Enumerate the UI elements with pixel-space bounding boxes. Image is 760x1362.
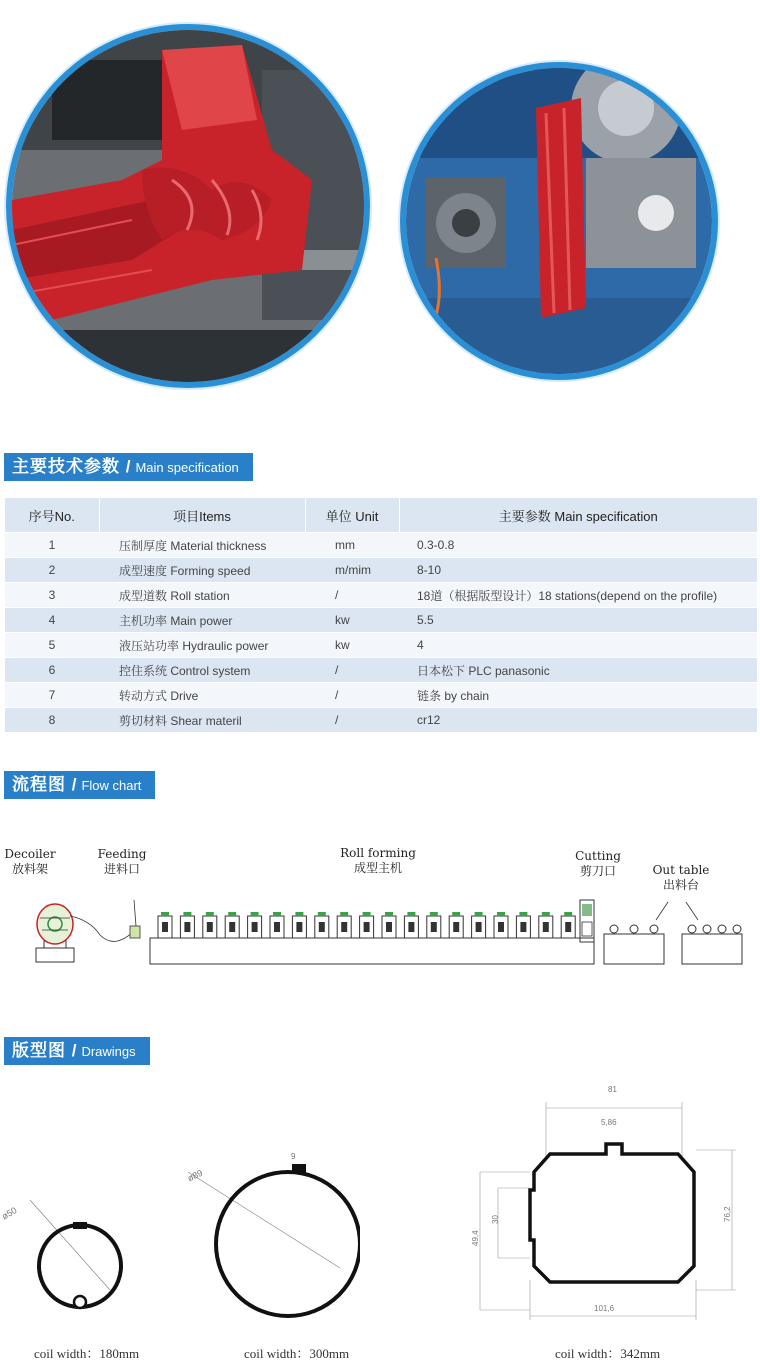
roll-station-roller <box>453 922 459 932</box>
coil-width-300: coil width：300mm <box>244 1346 350 1361</box>
roll-station-cap <box>318 912 326 916</box>
row-item: 转动方式 Drive <box>99 683 305 708</box>
cutting-device <box>580 900 594 942</box>
roll-forming-label-en: Roll forming <box>340 846 416 860</box>
row-no: 5 <box>5 633 99 658</box>
roll-station-roller <box>431 922 437 932</box>
roll-station-cap <box>273 912 281 916</box>
roll-station-cap <box>206 912 214 916</box>
flow-chart-header <box>4 771 155 799</box>
row-no: 3 <box>5 583 99 608</box>
roll-station-roller <box>296 922 302 932</box>
drawings-header <box>4 1037 150 1065</box>
row-unit: / <box>305 683 399 708</box>
roll-station-roller <box>408 922 414 932</box>
section-title-en: Flow chart <box>81 778 142 793</box>
decoiler-label <box>2 847 58 877</box>
roll-station-roller <box>341 922 347 932</box>
dim-d1: ø50 <box>0 1205 19 1222</box>
row-item: 液压站功率 Hydraulic power <box>99 633 305 658</box>
cutting-label-zh: 剪刀口 <box>579 864 616 878</box>
col-header-items: 项目Items <box>99 498 305 533</box>
section-title-en: Drawings <box>81 1044 136 1059</box>
roll-forming-machine <box>150 912 594 964</box>
roll-forming-label-zh: 成型主机 <box>353 861 402 875</box>
row-unit: kw <box>305 633 399 658</box>
dim-right: 76,2 <box>723 1206 732 1222</box>
table-row <box>5 683 757 708</box>
col-header-unit: 单位 Unit <box>305 498 399 533</box>
feeding-label-zh: 进料口 <box>103 862 140 876</box>
row-unit: / <box>305 708 399 733</box>
cutting-label <box>570 849 626 879</box>
out-table-1 <box>604 925 664 964</box>
cutting-label-en: Cutting <box>575 849 621 863</box>
row-no: 6 <box>5 658 99 683</box>
decoiler-label-zh: 放料架 <box>11 862 48 876</box>
roll-station-cap <box>340 912 348 916</box>
row-value: 8-10 <box>399 558 757 583</box>
roll-station-cap <box>228 912 236 916</box>
roll-station-roller <box>386 922 392 932</box>
roll-station-roller <box>476 922 482 932</box>
row-no: 7 <box>5 683 99 708</box>
decoiler-machine <box>36 904 74 962</box>
dim-bottom: 101,6 <box>594 1304 615 1313</box>
roll-station-cap <box>161 912 169 916</box>
row-unit: / <box>305 658 399 683</box>
roll-station-roller <box>252 922 258 932</box>
feeding-device <box>130 900 140 938</box>
roll-station-cap <box>430 912 438 916</box>
roll-station-roller <box>207 922 213 932</box>
table-row <box>5 608 757 633</box>
roll-forming-label <box>330 846 426 876</box>
roll-station-cap <box>183 912 191 916</box>
row-unit: / <box>305 583 399 608</box>
decoiler-label-en: Decoiler <box>4 847 56 861</box>
row-unit: kw <box>305 608 399 633</box>
row-value: 0.3-0.8 <box>399 533 757 558</box>
roll-station-cap <box>251 912 259 916</box>
drawing-small-round <box>0 1190 140 1320</box>
row-value: 链条 by chain <box>399 683 757 708</box>
row-no: 2 <box>5 558 99 583</box>
col-header-spec: 主要参数 Main specification <box>399 498 757 533</box>
drawing-rectangular <box>460 1080 750 1330</box>
row-no: 4 <box>5 608 99 633</box>
coil-width-342: coil width：342mm <box>555 1346 661 1361</box>
roll-forming-base <box>150 938 594 964</box>
row-item: 控住系统 Control system <box>99 658 305 683</box>
row-item: 压制厚度 Material thickness <box>99 533 305 558</box>
out-table-label-zh: 出料台 <box>662 878 699 892</box>
row-value: cr12 <box>399 708 757 733</box>
table-row <box>5 633 757 658</box>
section-title-en: Main specification <box>135 460 239 475</box>
drawing-large-round <box>180 1150 360 1330</box>
table-row <box>5 658 757 683</box>
roll-station-roller <box>274 922 280 932</box>
roll-station-cap <box>519 912 527 916</box>
feeding-label <box>94 847 150 877</box>
bent-downspout-photo <box>6 24 370 388</box>
roll-station-cap <box>452 912 460 916</box>
spec-table <box>5 498 757 732</box>
dim-d2: ø89 <box>185 1167 205 1184</box>
roll-station-cap <box>475 912 483 916</box>
section-title-zh: 主要技术参数 / <box>12 457 132 476</box>
roll-station-cap <box>385 912 393 916</box>
dim-notch: 9 <box>291 1152 296 1161</box>
row-no: 1 <box>5 533 99 558</box>
row-value: 18道（根据版型设计）18 stations(depend on the profile) <box>399 583 757 608</box>
row-value: 5.5 <box>399 608 757 633</box>
out-table-label-en: Out table <box>652 863 710 877</box>
roll-station-roller <box>498 922 504 932</box>
section-title-zh: 版型图 / <box>12 1041 78 1060</box>
section-title-zh: 流程图 / <box>12 775 78 794</box>
table-row <box>5 708 757 733</box>
row-item: 主机功率 Main power <box>99 608 305 633</box>
feeding-label-en: Feeding <box>97 847 147 861</box>
roll-station-roller <box>364 922 370 932</box>
table-row <box>5 533 757 558</box>
coil-width-180: coil width：180mm <box>34 1346 140 1361</box>
dim-tab: 5,86 <box>601 1118 617 1127</box>
row-item: 成型速度 Forming speed <box>99 558 305 583</box>
roll-station-cap <box>542 912 550 916</box>
roll-station-roller <box>319 922 325 932</box>
roll-station-roller <box>543 922 549 932</box>
roll-station-roller <box>162 922 168 932</box>
row-item: 剪切材料 Shear materil <box>99 708 305 733</box>
roll-station-cap <box>407 912 415 916</box>
roll-station-roller <box>184 922 190 932</box>
row-no: 8 <box>5 708 99 733</box>
row-value: 4 <box>399 633 757 658</box>
out-table-2 <box>682 925 742 964</box>
table-row <box>5 558 757 583</box>
table-row <box>5 583 757 608</box>
row-value: 日本松下 PLC panasonic <box>399 658 757 683</box>
row-item: 成型道数 Roll station <box>99 583 305 608</box>
main-specification-header <box>4 453 253 481</box>
dim-left: 49,4 <box>471 1230 480 1246</box>
spec-table-header <box>5 498 757 533</box>
roll-station-roller <box>229 922 235 932</box>
roll-station-cap <box>295 912 303 916</box>
roll-station-roller <box>565 922 571 932</box>
row-unit: m/mim <box>305 558 399 583</box>
production-line-diagram <box>0 880 760 970</box>
roll-station-cap <box>564 912 572 916</box>
row-unit: mm <box>305 533 399 558</box>
roll-station-roller <box>520 922 526 932</box>
col-header-no: 序号No. <box>5 498 99 533</box>
dim-top: 81 <box>608 1085 617 1094</box>
roll-station-cap <box>363 912 371 916</box>
roll-station-cap <box>497 912 505 916</box>
cutting-machine-photo <box>400 62 718 380</box>
dim-inner: 30 <box>491 1215 500 1224</box>
